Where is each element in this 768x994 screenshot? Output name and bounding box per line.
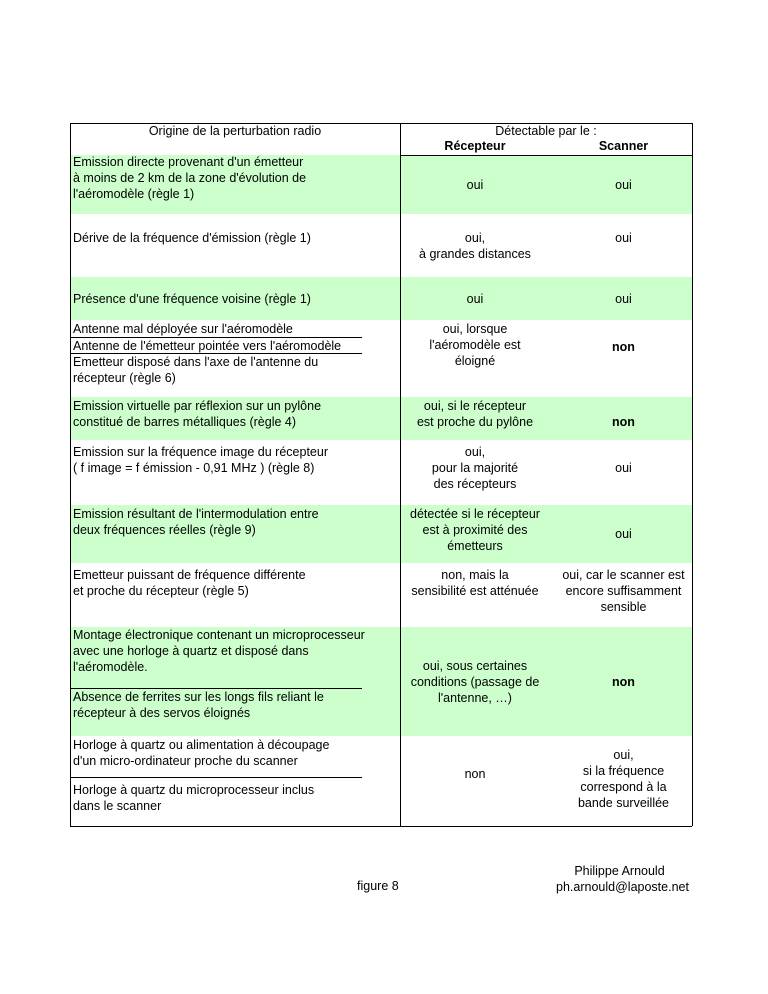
row-2-recepteur: oui, à grandes distances (419, 231, 531, 261)
header-origin: Origine de la perturbation radio (148, 124, 322, 138)
row-10-origin-a: Horloge à quartz ou alimentation à découpage d'un micro-ordinateur proche du scanner (73, 738, 330, 768)
row-4-scanner: non (612, 339, 635, 354)
row-5-scanner: non (612, 415, 635, 429)
row-1-origin: Emission directe provenant d'un émetteur à moins de 2 km de la zone d'évolution de l'aéromodèle (règle 1) (73, 155, 307, 201)
row-7-recepteur: détectée si le récepteur est à proximité des émetteurs (410, 507, 540, 553)
row-5-origin: Emission virtuelle par réflexion sur un pylône constitué de barres métalliques (règle 4) (73, 399, 322, 429)
row-2-scanner: oui (615, 231, 632, 245)
row-5-recepteur: oui, si le récepteur est proche du pylône (416, 399, 534, 429)
header-recepteur: Récepteur (444, 139, 506, 153)
row-4-origin-a: Antenne mal déployée sur l'aéromodèle (73, 322, 293, 336)
row-3-scanner: oui (615, 291, 632, 306)
row-9-origin-b: Absence de ferrites sur les longs fils reliant le récepteur à des servos éloignés (73, 690, 324, 720)
row-4-origin-c: Emetteur disposé dans l'axe de l'antenne du récepteur (règle 6) (73, 355, 319, 385)
row-3-recepteur: oui (466, 291, 484, 306)
table-right-border (692, 123, 693, 826)
row-3-origin: Présence d'une fréquence voisine (règle 1) (73, 291, 311, 306)
row-6-scanner: oui (615, 461, 632, 475)
subrow-separator (70, 777, 362, 778)
header-detectable: Détectable par le : (495, 124, 597, 138)
row-1-recepteur: oui (466, 177, 484, 192)
author-name: Philippe Arnould (574, 864, 665, 878)
table-bottom-border (70, 826, 692, 827)
row-9-scanner: non (612, 674, 635, 689)
row-2-origin: Dérive de la fréquence d'émission (règle 1) (73, 231, 311, 245)
row-7-scanner: oui (615, 527, 632, 541)
row-8-scanner: oui, car le scanner est encore suffisamment sensible (562, 568, 685, 614)
row-10-scanner: oui, si la fréquence correspond à la bande surveillée (577, 748, 670, 810)
row-1-scanner: oui (615, 177, 632, 192)
row-10-origin-b: Horloge à quartz du microprocesseur inclus dans le scanner (73, 783, 315, 813)
row-7-origin: Emission résultant de l'intermodulation entre deux fréquences réelles (règle 9) (73, 507, 319, 537)
row-6-origin: Emission sur la fréquence image du récepteur ( f image = f émission - 0,91 MHz ) (règle 8) (73, 445, 328, 475)
row-6-recepteur: oui, pour la majorité des récepteurs (431, 445, 519, 491)
author-email: ph.arnould@laposte.net (556, 880, 689, 894)
row-8-origin: Emetteur puissant de fréquence différente et proche du récepteur (règle 5) (73, 568, 306, 598)
row-10-recepteur: non (464, 767, 486, 781)
row-9-origin-a: Montage électronique contenant un microprocesseur avec une horloge à quartz et disposé dans l'aéromodèle. (73, 628, 365, 674)
row-4-origin-b: Antenne de l'émetteur pointée vers l'aéromodèle (73, 339, 342, 353)
row-4-recepteur: oui, lorsque l'aéromodèle est éloigné (429, 322, 521, 368)
figure-caption: figure 8 (357, 879, 399, 893)
row-8-recepteur: non, mais la sensibilité est atténuée (411, 568, 539, 598)
table-left-border (70, 123, 71, 826)
header-scanner: Scanner (598, 139, 649, 153)
row-9-recepteur: oui, sous certaines conditions (passage de l'antenne, …) (410, 658, 540, 705)
